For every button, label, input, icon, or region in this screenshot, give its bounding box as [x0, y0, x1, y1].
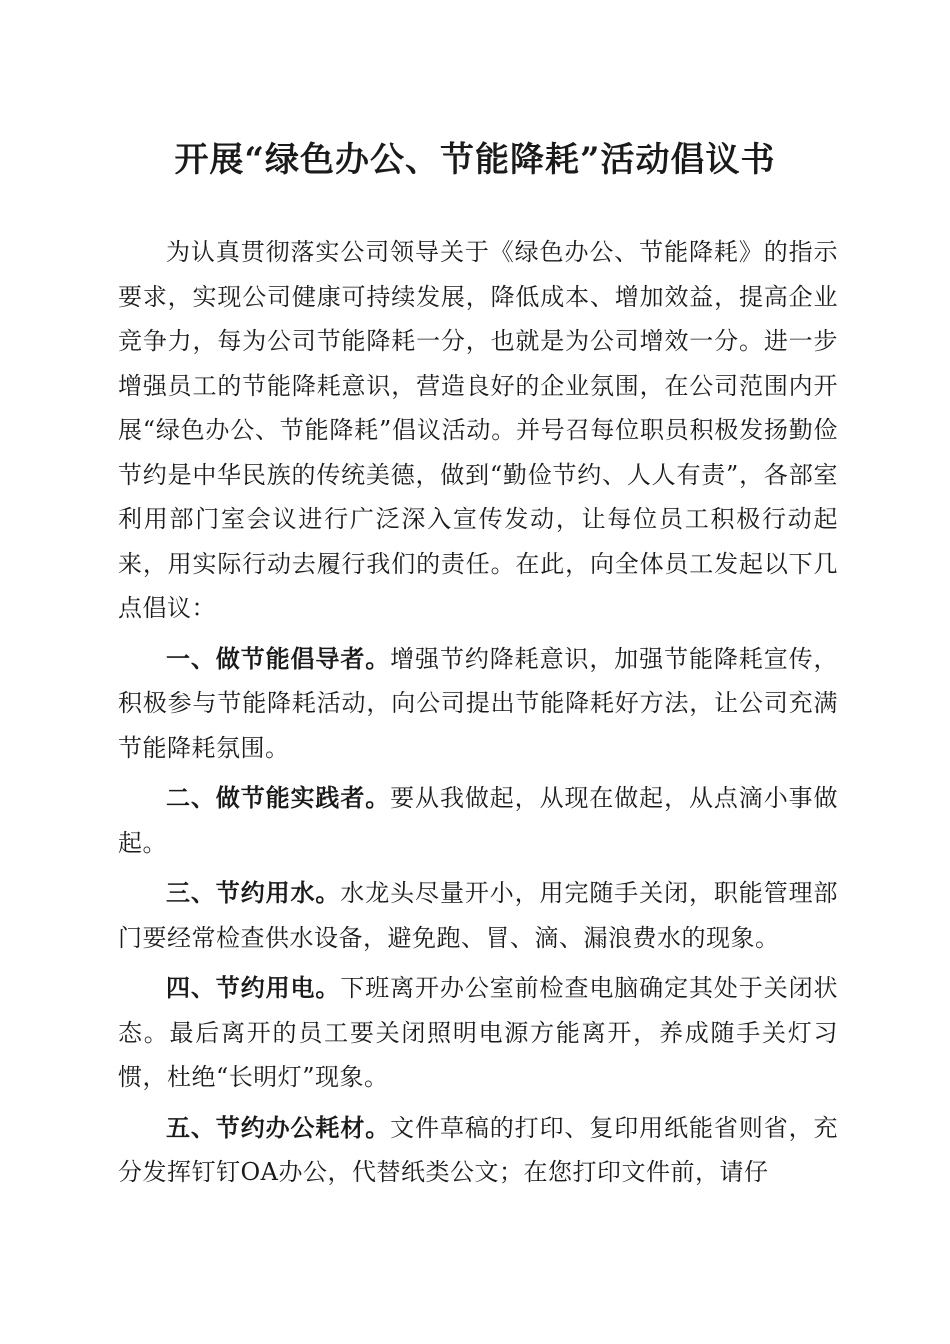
- proposal-item-2: [118, 776, 838, 865]
- proposal-text-4: 下班离开办公室前检查电脑确定其处于关闭状态。最后离开的员工要关闭照明电源方能离开，养成随手关灯习惯，杜绝“长明灯”现象。: [118, 974, 838, 1091]
- proposal-heading-1: 一、做节能倡导者。: [166, 643, 391, 673]
- proposal-text-2: 要从我做起，从现在做起，从点滴小事做起。: [118, 784, 839, 857]
- document-title: 开展“绿色办公、节能降耗”活动倡议书: [174, 140, 776, 180]
- proposal-text-5: 文件草稿的打印、复印用纸能省则省，充分发挥钉钉OA办公，代替纸类公文；在您打印文件前，请仔: [118, 1113, 839, 1186]
- proposal-heading-2: 二、做节能实践者。: [166, 783, 391, 812]
- proposal-heading-5: 五、节约办公耗材。: [166, 1112, 391, 1142]
- proposal-item-4: [118, 966, 838, 1100]
- proposal-item-3: [118, 871, 838, 960]
- intro-paragraph: 为认真贯彻落实公司领导关于《绿色办公、节能降耗》的指示要求，实现公司健康可持续发展，降低成本、增加效益，提高企业竞争力，每为公司节能降耗一分，也就是为公司增效一分。进一步增强员工的节能降耗意识，营造良好的企业氛围，在公司范围内开展“绿色办公、节能降耗”倡议活动。并号召每位职员积极发扬勤俭节约是中华民族的传统美德，做到“勤俭节约、人人有责”，各部室利用部门室会议进行广泛深入宣传发动，让每位员工积极行动起来，用实际行动去履行我们的责任。在此，向全体员工发起以下几点倡议：: [118, 238, 838, 622]
- proposal-item-5: [118, 1106, 838, 1195]
- proposal-heading-4: 四、节约用电。: [166, 973, 341, 1002]
- proposal-heading-3: 三、节约用水。: [166, 878, 341, 907]
- proposal-text-1: 增强节约降耗意识，加强节能降耗宣传，积极参与节能降耗活动，向公司提出节能降耗好方法，让公司充满节能降耗氛围。: [118, 644, 839, 762]
- proposal-text-3: 水龙头尽量开小，用完随手关闭，职能管理部门要经常检查供水设备，避免跑、冒、滴、漏浪费水的现象。: [118, 879, 838, 952]
- proposal-item-1: [118, 637, 838, 771]
- document-body: [118, 230, 838, 1195]
